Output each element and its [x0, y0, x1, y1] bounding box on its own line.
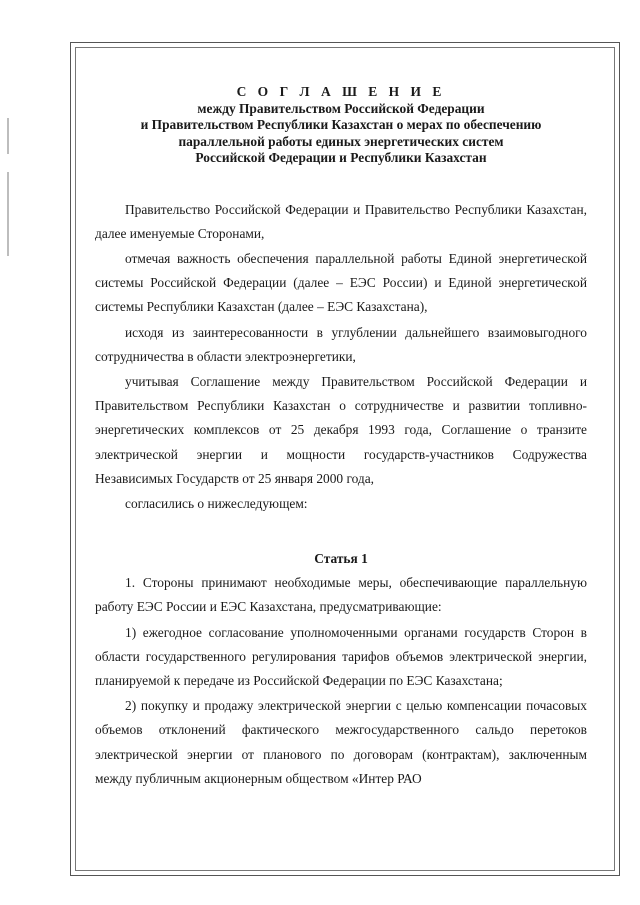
paragraph: 1. Стороны принимают необходимые меры, обеспечивающие параллельную работу ЕЭС России и ЕЭС Казахстана, предусматривающие:: [95, 575, 587, 615]
article-heading: Статья 1: [314, 551, 368, 567]
list-item: 1) ежегодное согласование уполномоченными органами государств Сторон в области государственного регулирования тарифов объемов электрической энергии, планируемой к передаче из Российской Федерации по ЕЭС Казахстана;: [95, 624, 587, 688]
paragraph: Правительство Российской Федерации и Правительство Республики Казахстан, далее именуемые Сторонами,: [95, 201, 587, 241]
paragraph: учитывая Соглашение между Правительством Российской Федерации и Правительством Республики Казахстан о сотрудничестве и развитии топливно-энергетических комплексов от 25 декабря 1993 года, Соглашение о транзите электрической энергии и мощности государств-участников Содружества Независимых Государств от 25 января 2000 года,: [95, 373, 587, 486]
document-title: [95, 84, 587, 167]
title-heading: С О Г Л А Ш Е Н И Е: [236, 84, 446, 99]
paragraph: исходя из заинтересованности в углублении дальнейшего взаимовыгодного сотрудничества в области электроэнергетики,: [95, 324, 587, 364]
preamble: [95, 198, 587, 517]
paragraph: согласились о нижеследующем:: [125, 495, 308, 511]
paragraph: отмечая важность обеспечения параллельной работы Единой энергетической системы Российской Федерации (далее – ЕЭС России) и Единой энергетической системы Республики Казахстан (далее – ЕЭС Казахстана),: [95, 250, 587, 315]
list-item: 2) покупку и продажу электрической энергии с целью компенсации почасовых объемов отклонений фактического межгосударственного сальдо перетоков электрической энергии от планового по договорам (контрактам), заключенным между публичным акционерным обществом «Интер РАО: [95, 698, 587, 786]
title-line: параллельной работы единых энергетических систем: [178, 133, 504, 149]
title-line: Российской Федерации и Республики Казахстан: [195, 150, 487, 165]
article-1: [95, 571, 587, 791]
document-body: [95, 84, 587, 792]
scan-artifact: [7, 118, 9, 154]
scan-artifact: [7, 172, 9, 256]
title-line: и Правительством Республики Казахстан о мерах по обеспечению: [140, 117, 542, 132]
title-line: между Правительством Российской Федерации: [197, 100, 485, 116]
